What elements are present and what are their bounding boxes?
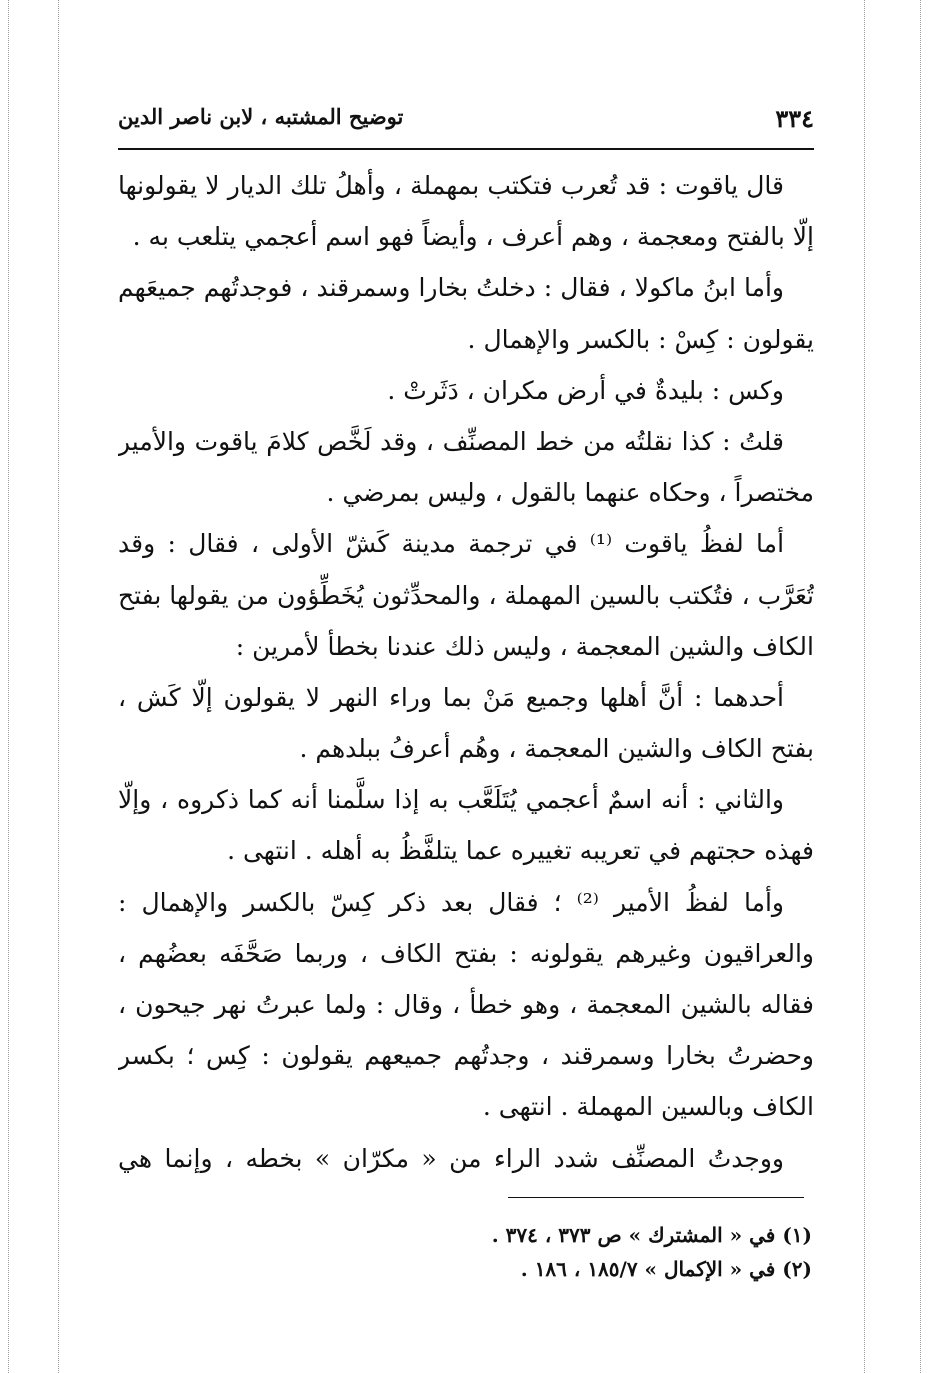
text-line: وحضرتُ بخارا وسمرقند ، وجدتُهم جميعهم يقولون : كِس ؛ بكسر xyxy=(118,1041,814,1071)
text-line: فقاله بالشين المعجمة ، وهو خطأ ، وقال : ولما عبرتُ نهر جيحون ، xyxy=(118,990,814,1019)
page-header xyxy=(118,98,814,138)
text-line: وأما ابنُ ماكولا ، فقال : دخلتُ بخارا وسمرقند ، فوجدتُهم جميعَهم xyxy=(118,273,784,303)
main-text xyxy=(118,160,814,1184)
scan-border-left-inner xyxy=(58,0,59,1373)
footnote: (٢) في « الإكمال » ١٨٥/٧ ، ١٨٦ . xyxy=(520,1257,812,1281)
scan-border-right xyxy=(920,0,921,1373)
header-rule xyxy=(118,148,814,150)
text-line: تُعَرَّب ، فتُكتب بالسين المهملة ، والمحدِّثون يُخَطِّؤون من يقولها بفتح xyxy=(118,580,814,610)
text-line: بفتح الكاف والشين المعجمة ، وهُم أعرفُ ببلدهم . xyxy=(299,734,814,764)
page-number: ٣٣٤ xyxy=(775,104,814,133)
text-line: والثاني : أنه اسمٌ أعجمي يُتَلَعَّب به إذا سلَّمنا أنه كما ذكروه ، وإلّا xyxy=(118,785,784,815)
text-line: قلتُ : كذا نقلتُه من خط المصنِّف ، وقد لَخَّص كلامَ ياقوت والأمير xyxy=(118,426,784,456)
text-line: إلّا بالفتح ومعجمة ، وهم أعرف ، وأيضاً فهو اسم أعجمي يتلعب به . xyxy=(132,222,814,252)
text-line: أحدهما : أنَّ أهلها وجميع مَنْ بما وراء النهر لا يقولون إلّا كَش ، xyxy=(118,682,784,712)
footnote-rule xyxy=(508,1197,804,1198)
text-line: الكاف والشين المعجمة ، وليس ذلك عندنا بخطأ لأمرين : xyxy=(235,631,814,661)
text-line: فهذه حجتهم في تعريبه تغييره عما يتلفَّظُ به أهله . انتهى . xyxy=(227,836,814,866)
text-line: يقولون : كِسْ : بالكسر والإهمال . xyxy=(467,324,814,354)
text-line: وأما لفظُ الأمير ⁽²⁾ ؛ فقال بعد ذكر كِسّ بالكسر والإهمال : xyxy=(118,887,784,917)
text-line: وكس : بليدةٌ في أرض مكران ، دَثَرتْ . xyxy=(387,375,784,405)
running-title: توضيح المشتبه ، لابن ناصر الدين xyxy=(118,104,404,129)
text-line: مختصراً ، وحكاه عنهما بالقول ، وليس بمرضي . xyxy=(326,478,814,508)
scan-border-right-inner xyxy=(864,0,865,1373)
text-line: أما لفظُ ياقوت ⁽¹⁾ في ترجمة مدينة كَشّ الأولى ، فقال : وقد xyxy=(118,529,785,559)
scan-border-left xyxy=(8,0,9,1373)
text-line: والعراقيون وغيرهم يقولونه : بفتح الكاف ، وربما صَحَّفَه بعضُهم ، xyxy=(118,938,814,968)
text-line: الكاف وبالسين المهملة . انتهى . xyxy=(482,1092,814,1122)
text-line: ووجدتُ المصنِّف شدد الراء من « مكرّان » بخطه ، وإنما هي xyxy=(118,1143,784,1173)
footnotes xyxy=(118,1218,812,1286)
text-line: قال ياقوت : قد تُعرب فتكتب بمهملة ، وأهلُ تلك الديار لا يقولونها xyxy=(118,171,784,200)
footnote: (١) في « المشترك » ص ٣٧٣ ، ٣٧٤ . xyxy=(491,1223,812,1247)
